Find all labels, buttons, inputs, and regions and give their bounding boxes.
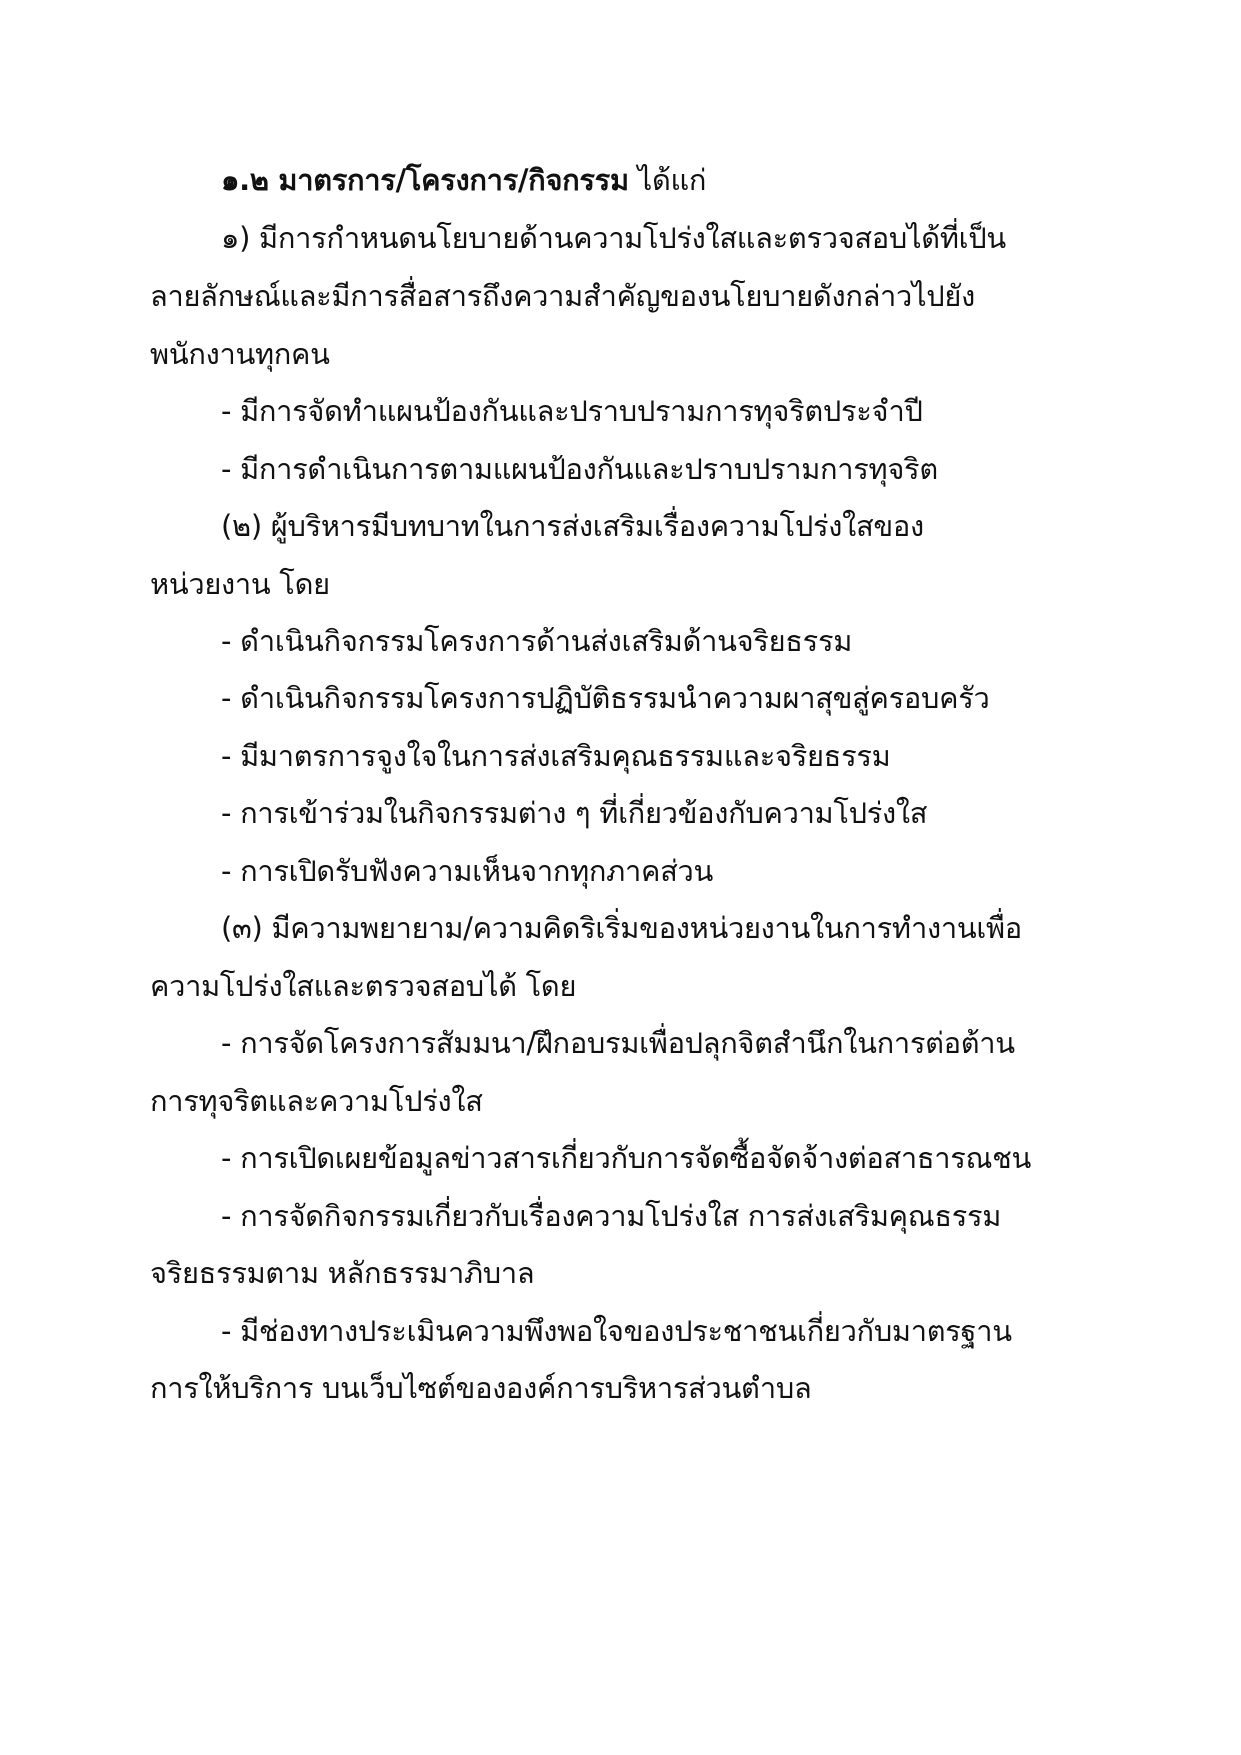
item-3-bullet-4-line-2: การให้บริการ บนเว็บไซต์ขององค์การบริหารส่วนตำบล xyxy=(150,1371,812,1405)
item-1-bullet-2: - มีการดำเนินการตามแผนป้องกันและปราบปรามการทุจริต xyxy=(221,452,938,486)
item-3-bullet-3-line-1: - การจัดกิจกรรมเกี่ยวกับเรื่องความโปร่งใส การส่งเสริมคุณธรรม xyxy=(221,1199,1002,1233)
item-1-line-1: ๑) มีการกำหนดนโยบายด้านความโปร่งใสและตรวจสอบได้ที่เป็น xyxy=(221,221,1006,255)
item-3-line-1: (๓) มีความพยายาม/ความคิดริเริ่มของหน่วยงานในการทำงานเพื่อ xyxy=(221,911,1022,945)
item-1-line-3: พนักงานทุกคน xyxy=(150,337,330,371)
item-3-line-2: ความโปร่งใสและตรวจสอบได้ โดย xyxy=(150,969,577,1003)
section-heading-title: ๑.๒ มาตรการ/โครงการ/กิจกรรม xyxy=(221,163,629,197)
item-2-bullet-4: - การเข้าร่วมในกิจกรรมต่าง ๆ ที่เกี่ยวข้องกับความโปร่งใส xyxy=(221,796,928,830)
item-2-line-2: หน่วยงาน โดย xyxy=(150,567,330,601)
item-1-bullet-1: - มีการจัดทำแผนป้องกันและปราบปรามการทุจริตประจำปี xyxy=(221,394,923,428)
section-heading-suffix: ได้แก่ xyxy=(628,163,707,197)
item-2-line-1: (๒) ผู้บริหารมีบทบาทในการส่งเสริมเรื่องความโปร่งใสของ xyxy=(221,509,924,543)
section-heading xyxy=(221,160,706,200)
item-1-line-2: ลายลักษณ์และมีการสื่อสารถึงความสำคัญของนโยบายดังกล่าวไปยัง xyxy=(150,279,975,313)
item-3-bullet-1-line-2: การทุจริตและความโปร่งใส xyxy=(150,1084,483,1118)
item-3-bullet-1-line-1: - การจัดโครงการสัมมนา/ฝึกอบรมเพื่อปลุกจิตสำนึกในการต่อต้าน xyxy=(221,1026,1015,1060)
item-2-bullet-5: - การเปิดรับฟังความเห็นจากทุกภาคส่วน xyxy=(221,854,713,888)
item-3-bullet-4-line-1: - มีช่องทางประเมินความพึงพอใจของประชาชนเกี่ยวกับมาตรฐาน xyxy=(221,1314,1012,1348)
item-3-bullet-3-line-2: จริยธรรมตาม หลักธรรมาภิบาล xyxy=(150,1256,535,1290)
item-2-bullet-3: - มีมาตรการจูงใจในการส่งเสริมคุณธรรมและจริยธรรม xyxy=(221,739,891,773)
item-2-bullet-2: - ดำเนินกิจกรรมโครงการปฏิบัติธรรมนำความผาสุขสู่ครอบครัว xyxy=(221,681,990,715)
item-3-bullet-2: - การเปิดเผยข้อมูลข่าวสารเกี่ยวกับการจัดซื้อจัดจ้างต่อสาธารณชน xyxy=(221,1141,1032,1175)
item-2-bullet-1: - ดำเนินกิจกรรมโครงการด้านส่งเสริมด้านจริยธรรม xyxy=(221,624,853,658)
